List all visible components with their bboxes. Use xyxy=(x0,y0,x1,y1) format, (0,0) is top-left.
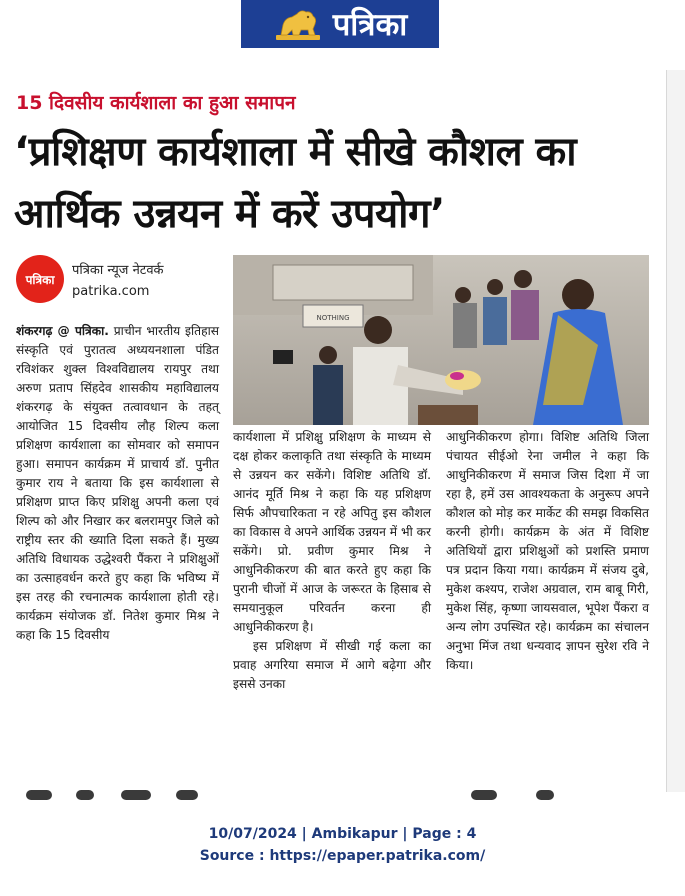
next-headline-fragment xyxy=(16,788,656,800)
kicker: 15 दिवसीय कार्यशाला का हुआ समापन xyxy=(16,92,296,114)
masthead xyxy=(241,0,439,48)
column-divider xyxy=(666,70,667,792)
photo-banner-text: NOTHING xyxy=(316,314,350,322)
fragment-mark xyxy=(536,790,554,800)
fragment-mark xyxy=(26,790,52,800)
column-1-text: प्राचीन भारतीय इतिहास संस्कृति एवं पुरातत्व अध्ययनशाला पंडित रविशंकर शुक्ल विश्वविद्यालय रायपुर तथा अरुण प्रताप सिंहदेव शासकीय महाविद्यालय शंकरगढ़ के संयुक्त तत्वावधान के तहत् आयोजित 15 दिवसीय लौह शिल्प कला प्रशिक्षण कार्यशाला का सोमवार को समापन हुआ। समापन कार्यक्रम में प्राचार्य डॉ. पुनीत कुमार राय ने बताया कि इस कार्यशाला से प्रशिक्षण प्राप्त किए प्रशिक्षु अपनी कला एवं शिल्प को और निखार कर बलरामपुर जिले को राष्ट्रीय स्तर की ख्याति दिला सकते हैं। मुख्य अतिथि विधायक उद्धेश्वरी पैंकरा ने प्रशिक्षुओं का उत्साहवर्धन करते हुए कहा कि भविष्य में इस तरह की रचनात्मक कार्यशाला होती रहे। कार्यक्रम संयोजक डॉ. नितेश कुमार मिश्र ने कहा कि 15 दिवसीय xyxy=(16,324,219,642)
news-photo xyxy=(233,255,649,425)
lion-emblem-icon xyxy=(273,6,323,42)
fragment-mark xyxy=(176,790,198,800)
byline xyxy=(16,255,164,303)
column-2-text: कार्यशाला में प्रशिक्षु प्रशिक्षण के माध्यम से दक्ष होकर कलाकृति तथा संस्कृति के माध्यम से उन्नयन कर सकेंगे। विशिष्ट अतिथि डॉ. आनंद मूर्ति मिश्र ने कहा कि यह प्रशिक्षण सिर्फ औपचारिकता न रहे अपितु इस कौशल का विकास वे अपने आर्थिक उन्नयन में भी कर सकेंगे। प्रो. प्रवीण कुमार मिश्र ने आधुनिकीकरण की बात करते हुए कहा कि पुरानी चीजों में आज के जरूरत के हिसाब से समयानुकूल परिवर्तन करना ही आधुनिकीकरण है। xyxy=(233,430,431,634)
article-column-1 xyxy=(16,322,219,645)
source-footer xyxy=(0,823,685,867)
footer-source-link[interactable]: Source : https://epaper.patrika.com/ xyxy=(199,848,486,864)
masthead-brand: पत्रिका xyxy=(332,7,408,43)
article-column-2 xyxy=(233,428,431,694)
fragment-mark xyxy=(121,790,151,800)
article-column-3 xyxy=(446,428,649,675)
adjacent-article-edge xyxy=(666,70,685,792)
fragment-mark xyxy=(471,790,497,800)
byline-network: पत्रिका न्यूज नेटवर्क xyxy=(72,262,164,278)
column-3-text: आधुनिकीकरण होगा। विशिष्ट अतिथि जिला पंचायत सीईओ रेना जमील ने कहा कि आधुनिकीकरण में समाज जिस दिशा में जा रहा है, हमें उस आवश्यकता के अनुरूप अपने कौशल को मोड़ कर मार्केट की समझ विकसित करनी होगी। कार्यक्रम के अंत में विशिष्ट अतिथियों द्वारा प्रशिक्षुओं को प्रशस्ति प्रमाण पत्र प्रदान किया गया। कार्यक्रम में संजय दुबे, मुकेश कश्यप, राजेश अग्रवाल, राम बाबू गिरी, मुकेश सिंह, कृष्णा जायसवाल, भूपेश पैंकरा व अन्य लोग उपस्थित रहे। कार्यक्रम का संचालन अनुभा मिंज तथा धन्यवाद ज्ञापन सुरेश रवि ने किया। xyxy=(446,430,649,672)
fragment-mark xyxy=(76,790,94,800)
headline: ‘प्रशिक्षण कार्यशाला में सीखे कौशल का आर्थिक उन्नयन में करें उपयोग’ xyxy=(14,129,577,237)
column-2-paragraph-2: इस प्रशिक्षण में सीखी गई कला का प्रवाह अगरिया समाज में आगे बढ़ेगा और इससे उनका xyxy=(233,639,431,691)
footer-date-edition: 10/07/2024 | Ambikapur | Page : 4 xyxy=(208,826,477,842)
patrika-badge: पत्रिका xyxy=(16,255,64,303)
byline-site: patrika.com xyxy=(72,283,150,299)
byline-text xyxy=(72,260,164,299)
event-photo-image xyxy=(233,255,649,425)
dateline: शंकरगढ़ @ पत्रिका. xyxy=(16,324,109,338)
